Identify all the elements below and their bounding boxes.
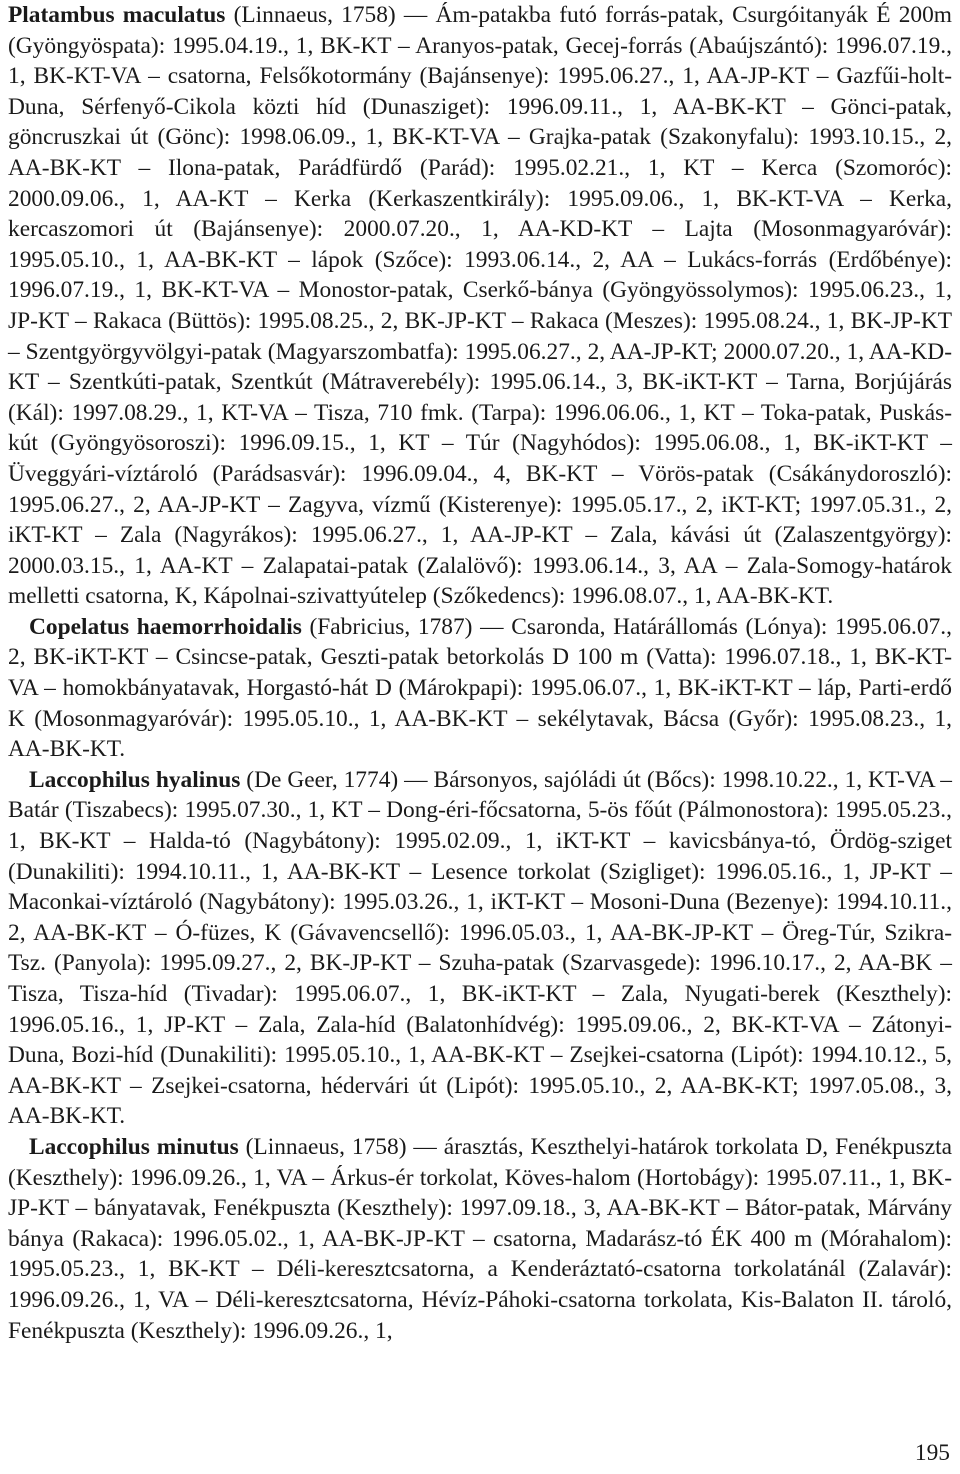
species-name: Laccophilus minutus xyxy=(29,1133,239,1160)
entry-records: (Fabricius, 1787) — Csaronda, Határállomás (Lónya): 1995.06.07., 2, BK-iKT-KT – Csincse-patak, Geszti-patak betorkolás D 100 m (Vatta): 1996.07.18., 1, BK-KT-VA – homokbányatavak, Horgastó-hát D (Márokpapi): 1995.06.07., 1, BK-iKT-KT – láp, Parti-erdő K (Mosonmagyaróvár): 1995.05.10., 1, AA-BK-KT – sekélytavak, Bácsa (Győr): 1995.08.23., 1, AA-BK-KT. xyxy=(8,613,952,763)
species-entry xyxy=(8,765,952,1132)
entry-records: (Linnaeus, 1758) — Ám-patakba futó forrás-patak, Csurgóitanyák É 200m (Gyöngyöspata): 1995.04.19., 1, BK-KT – Aranyos-patak, Gecej-forrás (Abaújszántó): 1996.07.19., 1, BK-KT-VA – csatorna, Felsőkotormány (Bajánsenye): 1995.06.27., 1, AA-JP-KT – Gazfűi-holt-Duna, Sérfenyő-Cikola közti híd (Dunasziget): 1996.09.11., 1, AA-BK-KT – Gönci-patak, göncruszkai út (Gönc): 1998.06.09., 1, BK-KT-VA – Grajka-patak (Szakonyfalu): 1993.10.15., 2, AA-BK-KT – Ilona-patak, Parádfürdő (Parád): 1995.02.21., 1, KT – Kerca (Szomoróc): 2000.09.06., 1, AA-KT – Kerka (Kerkaszentkirály): 1995.09.06., 1, BK-KT-VA – Kerka, kercaszomori út (Bajánsenye): 2000.07.20., 1, AA-KD-KT – Lajta (Mosonmagyaróvár): 1995.05.10., 1, AA-BK-KT – lápok (Szőce): 1993.06.14., 2, AA – Lukács-forrás (Erdőbénye): 1996.07.19., 1, BK-KT-VA – Monostor-patak, Cserkő-bánya (Gyöngyössolymos): 1995.06.23., 1, JP-KT – Rakaca (Büttös): 1995.08.25., 2, BK-JP-KT – Rakaca (Meszes): 1995.08.24., 1, BK-JP-KT – Szentgyörgyvölgyi-patak (Magyarszombatfa): 1995.06.27., 2, AA-JP-KT; 2000.07.20., 1, AA-KD-KT – Szentkúti-patak, Szentkút (Mátraverebély): 1995.06.14., 3, BK-iKT-KT – Tarna, Borjújárás (Kál): 1997.08.29., 1, KT-VA – Tisza, 710 fmk. (Tarpa): 1996.06.06., 1, KT – Toka-patak, Puskás-kút (Gyöngyösoroszi): 1996.09.15., 1, KT – Túr (Nagyhódos): 1995.06.08., 1, BK-iKT-KT – Üveggyári-víztároló (Parádsasvár): 1996.09.04., 4, BK-KT – Vörös-patak (Csákánydoroszló): 1995.06.27., 2, AA-JP-KT – Zagyva, vízmű (Kisterenye): 1995.05.17., 2, iKT-KT; 1997.05.31., 2, iKT-KT – Zala (Nagyrákos): 1995.06.27., 1, AA-JP-KT – Zala, kávási út (Zalaszentgyörgy): 2000.03.15., 1, AA-KT – Zalapatai-patak (Zalalövő): 1993.06.14., 3, AA – Zala-Somogy-határok melletti csatorna, K, Kápolnai-szivattyútelep (Szőkedencs): 1996.08.07., 1, AA-BK-KT. xyxy=(8,2,952,610)
species-entry xyxy=(8,612,952,765)
page-number: 195 xyxy=(914,1440,950,1466)
entry-records: (Linnaeus, 1758) — árasztás, Keszthelyi-határok torkolata D, Fenékpuszta (Keszthely): 1996.09.26., 1, VA – Árkus-ér torkolat, Köves-halom (Hortobágy): 1995.07.11., 1, BK-JP-KT – bányatavak, Fenékpuszta (Keszthely): 1997.09.18., 3, AA-BK-KT – Bátor-patak, Márvány bánya (Rakaca): 1996.05.02., 1, AA-BK-JP-KT – csatorna, Madarász-tó ÉK 400 m (Mórahalom): 1995.05.23., 1, BK-KT – Déli-keresztcsatorna, a Kenderáztató-csatorna torkolatánál (Zalavár): 1996.09.26., 1, VA – Déli-keresztcsatorna, Hévíz-Páhoki-csatorna torkolata, Kis-Balaton II. tároló, Fenékpuszta (Keszthely): 1996.09.26., 1, xyxy=(8,1133,952,1344)
species-entry xyxy=(8,0,952,612)
document-body xyxy=(8,0,952,1346)
species-name: Platambus maculatus xyxy=(8,2,226,28)
species-name: Copelatus haemorrhoidalis xyxy=(29,613,302,640)
species-name: Laccophilus hyalinus xyxy=(29,766,241,793)
species-entry xyxy=(8,1132,952,1346)
entry-records: (De Geer, 1774) — Bársonyos, sajóládi út (Bőcs): 1998.10.22., 1, KT-VA – Batár (Tiszabecs): 1995.07.30., 1, KT – Dong-éri-főcsatorna, 5-ös főút (Pálmonostora): 1995.05.23., 1, BK-KT – Halda-tó (Nagybátony): 1995.02.09., 1, iKT-KT – kavicsbánya-tó, Ördög-sziget (Dunakiliti): 1994.10.11., 1, AA-BK-KT – Lesence torkolat (Szigliget): 1996.05.16., 1, JP-KT – Maconkai-víztároló (Nagybátony): 1995.03.26., 1, iKT-KT – Mosoni-Duna (Bezenye): 1994.10.11., 2, AA-BK-KT – Ó-füzes, K (Gávavencsellő): 1996.05.03., 1, AA-BK-JP-KT – Öreg-Túr, Szikra-Tsz. (Panyola): 1995.09.27., 2, BK-JP-KT – Szuha-patak (Szarvasgede): 1996.10.17., 2, AA-BK – Tisza, Tisza-híd (Tivadar): 1995.06.07., 1, BK-iKT-KT – Zala, Nyugati-berek (Keszthely): 1996.05.16., 1, JP-KT – Zala, Zala-híd (Balatonhídvég): 1995.09.06., 2, BK-KT-VA – Zátonyi-Duna, Bozi-híd (Dunakiliti): 1995.05.10., 1, AA-BK-KT – Zsejkei-csatorna (Lipót): 1994.10.12., 5, AA-BK-KT – Zsejkei-csatorna, hédervári út (Lipót): 1995.05.10., 2, AA-BK-KT; 1997.05.08., 3, AA-BK-KT. xyxy=(8,766,952,1130)
